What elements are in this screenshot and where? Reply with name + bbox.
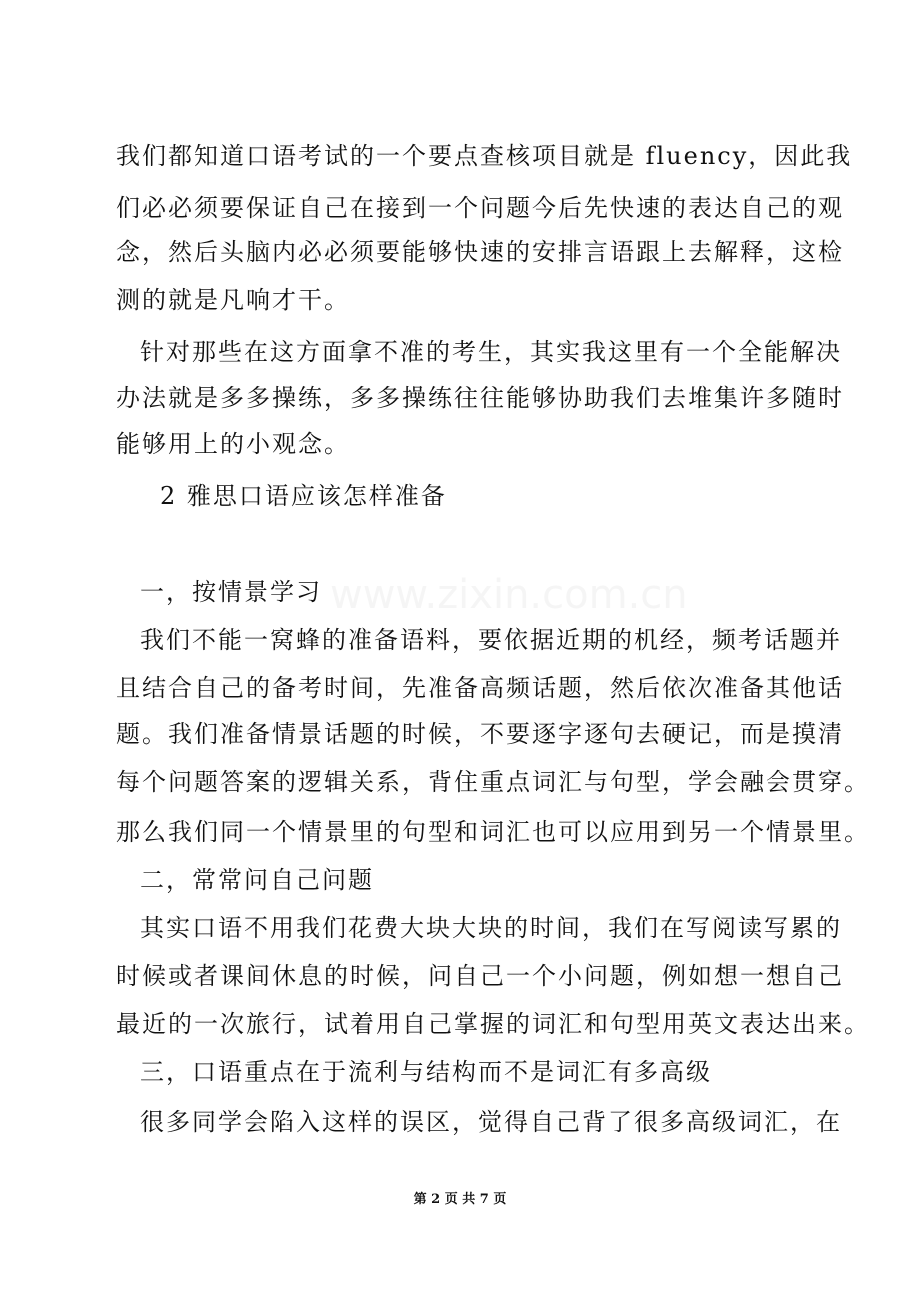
paragraph-line: 念，然后头脑内必必须要能够快速的安排言语跟上去解释，这检 xyxy=(116,238,844,266)
section-heading: 2 雅思口语应该怎样准备 xyxy=(160,482,447,510)
subsection-heading: 一，按情景学习 xyxy=(140,578,322,606)
paragraph-line: 我们都知道口语考试的一个要点查核项目就是 fluency，因此我 xyxy=(116,142,853,170)
paragraph-line: 们必必须要保证自己在接到一个问题今后先快速的表达自己的观 xyxy=(116,194,844,222)
paragraph-line: 测的就是凡响才干。 xyxy=(116,286,350,314)
paragraph-line: 题。我们准备情景话题的时候，不要逐字逐句去硬记，而是摸清 xyxy=(116,720,844,748)
paragraph-line: 其实口语不用我们花费大块大块的时间，我们在写阅读写累的 xyxy=(140,914,842,942)
paragraph-line: 时候或者课间休息的时候，问自己一个小问题，例如想一想自己 xyxy=(116,962,844,990)
page-footer xyxy=(0,1188,920,1207)
subsection-heading: 三，口语重点在于流利与结构而不是词汇有多高级 xyxy=(140,1058,712,1086)
paragraph-line: 能够用上的小观念。 xyxy=(116,430,350,458)
paragraph-line: 我们不能一窝蜂的准备语料，要依据近期的机经，频考话题并 xyxy=(140,626,842,654)
paragraph-line: 最近的一次旅行，试着用自己掌握的词汇和句型用英文表达出来。 xyxy=(116,1010,870,1038)
paragraph-line: 每个问题答案的逻辑关系，背住重点词汇与句型，学会融会贯穿。 xyxy=(116,768,870,796)
subsection-heading: 二，常常问自己问题 xyxy=(140,866,374,894)
paragraph-line: 且结合自己的备考时间，先准备高频话题，然后依次准备其他话 xyxy=(116,674,844,702)
watermark: www.zixin.com.cn xyxy=(330,572,688,618)
paragraph-line: 办法就是多多操练，多多操练往往能够协助我们去堆集许多随时 xyxy=(116,384,844,412)
paragraph-line: 针对那些在这方面拿不准的考生，其实我这里有一个全能解决 xyxy=(140,338,842,366)
paragraph-line: 很多同学会陷入这样的误区，觉得自己背了很多高级词汇，在 xyxy=(140,1108,842,1136)
paragraph-line: 那么我们同一个情景里的句型和词汇也可以应用到另一个情景里。 xyxy=(116,818,870,846)
page-number-label: 第 2 页 共 7 页 xyxy=(413,1192,507,1207)
